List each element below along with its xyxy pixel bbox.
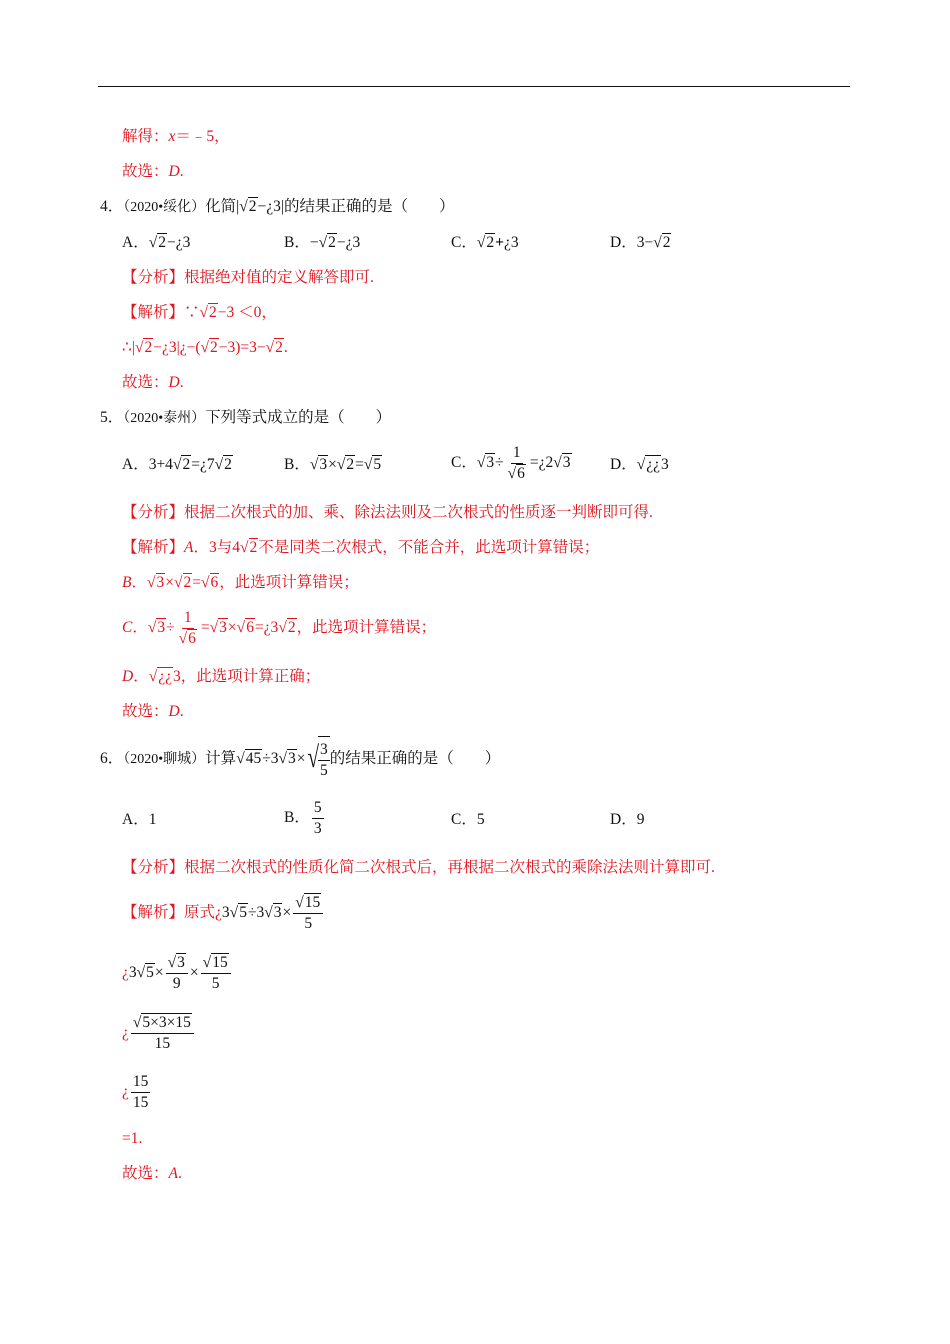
- q5-option-c: C．√3÷ $\frac{1}{√6}$ =¿2√3: [451, 443, 571, 482]
- q4-option-c: C．√2+¿3: [451, 234, 519, 251]
- q4-solution-2: ∴|√2−¿3|¿−(√2−3)=3−√2.: [122, 339, 288, 356]
- q6-solution-step2: ¿3√5× $\frac{√3}{9}$ × $\frac{√15}{5}$: [122, 949, 233, 997]
- q5-option-a: A．3+4√2=¿7√2: [122, 456, 232, 473]
- question-4: 4．（2020•绥化）化简|√2−¿3|的结果正确的是（ ）: [100, 198, 455, 215]
- q6-solution-step1: 【解析】原式¿3√5÷3√3× $\frac{√15}{5}$: [122, 889, 325, 937]
- prev-answer: 故选：D.: [122, 163, 184, 180]
- q6-option-c: C．5: [451, 811, 485, 828]
- q6-option-b: B． $\frac{5}{3}$: [284, 798, 322, 837]
- q5-analysis: 【分析】根据二次根式的加、乘、除法法则及二次根式的性质逐一判断即可得.: [122, 504, 653, 521]
- q4-option-b: B．−√2−¿3: [284, 234, 361, 251]
- q5-solution-c: C．√3÷ $\frac{1}{√6}$ =√3×√6=¿3√2，此选项计算错误；: [122, 608, 437, 647]
- q6-analysis: 【分析】根据二次根式的性质化简二次根式后，再根据二次根式的乘除法法则计算即可.: [122, 859, 715, 876]
- q5-solution-d: D．√¿¿3，此选项计算正确；: [122, 668, 321, 685]
- question-5: 5．（2020•泰州）下列等式成立的是（ ）: [100, 409, 392, 426]
- prev-solution-line1: 解得：x＝﹣5，: [122, 128, 230, 145]
- question-6: 6．（2020•聊城）计算√45÷3√3× √ $\frac{3}{5}$ 的结果正确的是（ ）: [100, 736, 500, 783]
- q4-option-a: A．√2−¿3: [122, 234, 191, 251]
- q6-answer: 故选：A.: [122, 1165, 182, 1182]
- q4-analysis: 【分析】根据绝对值的定义解答即可.: [122, 269, 374, 286]
- q4-answer: 故选：D.: [122, 374, 184, 391]
- q5-solution-a: 【解析】A．3与4√2不是同类二次根式，不能合并，此选项计算错误；: [122, 539, 600, 556]
- q4-solution-1: 【解析】∵√2−3 ＜0，: [122, 304, 277, 321]
- q6-solution-step5: =1.: [122, 1130, 143, 1147]
- q5-solution-b: B．√3×√2=√6，此选项计算错误；: [122, 574, 359, 591]
- q6-solution-step3: ¿ $\frac{√5\times 3\times 15}{15}$: [122, 1009, 196, 1057]
- q6-option-a: A．1: [122, 811, 157, 828]
- q5-option-b: B．√3×√2=√5: [284, 456, 382, 473]
- q6-option-d: D．9: [610, 811, 645, 828]
- header-rule: [98, 86, 850, 87]
- q5-answer: 故选：D.: [122, 703, 184, 720]
- q5-option-d: D．√¿¿3: [610, 456, 669, 473]
- q6-solution-step4: ¿ $\frac{15}{15}$: [122, 1072, 149, 1111]
- q4-option-d: D．3−√2: [610, 234, 671, 251]
